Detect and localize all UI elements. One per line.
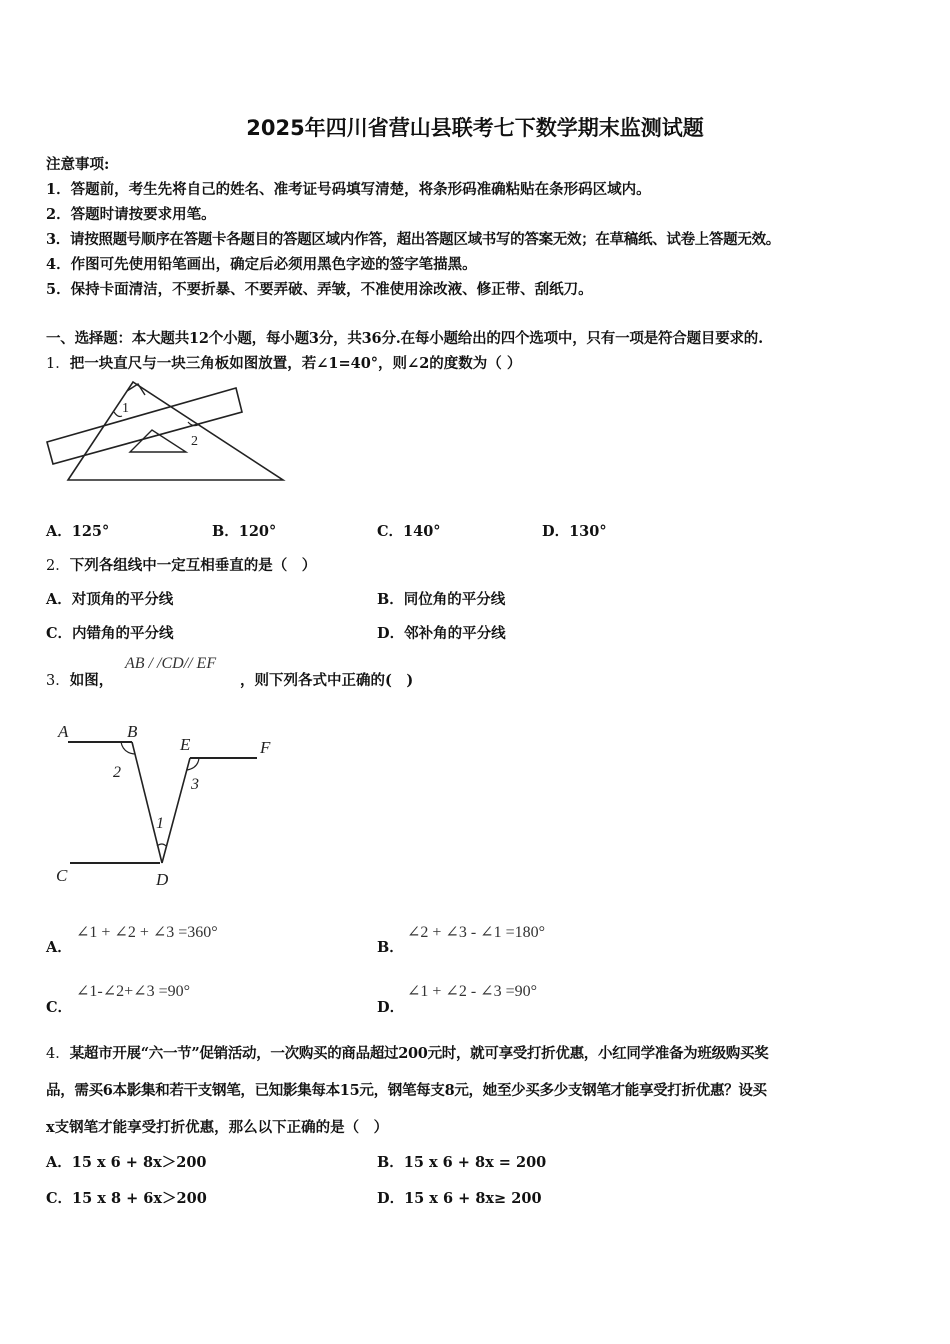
section-heading: 一、选择题：本大题共12个小题，每小题3分，共36分.在每小题给出的四个选项中，只有一项是符合题目要求的. xyxy=(46,330,763,347)
option-b[interactable]: B．120° xyxy=(212,523,277,540)
angle-1-arc xyxy=(114,412,122,417)
question-text: 把一块直尺与一块三角板如图放置，若∠1=40°，则∠2的度数为（ ） xyxy=(69,355,522,372)
option-c[interactable]: C．15 x 8 + 6x＞200 xyxy=(46,1190,207,1207)
angle-3-label: 3 xyxy=(191,776,199,793)
option-b-label[interactable]: B． xyxy=(377,939,404,956)
option-c[interactable]: C．140° xyxy=(377,523,441,540)
parallel-lines-figure xyxy=(50,715,290,895)
question-number: 1． xyxy=(46,356,70,372)
ruler-triangle-figure xyxy=(40,378,290,486)
label-c: C xyxy=(56,866,68,885)
option-b[interactable]: B．15 x 6 + 8x = 200 xyxy=(377,1154,547,1171)
angle-1-label: 1 xyxy=(156,815,164,832)
notice-item: 2．答题时请按要求用笔。 xyxy=(46,206,216,223)
option-d[interactable]: D．15 x 6 + 8x≥ 200 xyxy=(377,1190,542,1207)
question-number: 2． xyxy=(46,558,70,574)
option-c[interactable]: C．内错角的平分线 xyxy=(46,625,174,642)
option-c-formula: ∠1-∠2+∠3 =90° xyxy=(76,983,190,1000)
option-d[interactable]: D．130° xyxy=(542,523,607,540)
option-a[interactable]: A．125° xyxy=(46,523,110,540)
notice-item: 3．请按照题号顺序在答题卡各题目的答题区域内作答，超出答题区域书写的答案无效；在草稿纸、试卷上答题无效。 xyxy=(46,231,780,248)
label-e: E xyxy=(180,735,191,754)
page-title: 2025年四川省营山县联考七下数学期末监测试题 xyxy=(246,116,704,140)
option-a-formula: ∠1 + ∠2 + ∠3 =360° xyxy=(76,924,218,941)
segment-de xyxy=(162,758,190,863)
option-d-formula: ∠1 + ∠2 - ∠3 =90° xyxy=(407,983,537,1000)
label-b: B xyxy=(127,722,138,741)
question-text-post: ，则下列各式中正确的( ) xyxy=(240,672,414,689)
label-d: D xyxy=(156,870,169,889)
angle-2-label: 2 xyxy=(191,434,198,449)
question-text: 下列各组线中一定互相垂直的是（ ） xyxy=(69,557,317,574)
question-text-line: x支钢笔才能享受打折优惠，那么以下正确的是（ ） xyxy=(46,1119,389,1136)
angle-2-label: 2 xyxy=(113,764,121,781)
option-a-label[interactable]: A． xyxy=(46,939,72,956)
segment-bd xyxy=(132,742,162,863)
question-text-line: 某超市开展“六一节”促销活动，一次购买的商品超过200元时，就可享受打折优惠，小红同学准备为班级购买奖 xyxy=(69,1045,769,1062)
angle-1-arc xyxy=(157,844,166,846)
question-number: 3． xyxy=(46,673,70,689)
question-text-pre: 如图， xyxy=(69,672,114,689)
notice-item: 1．答题前，考生先将自己的姓名、准考证号码填写清楚，将条形码准确粘贴在条形码区域内。 xyxy=(46,181,651,198)
notice-item: 5．保持卡面清洁，不要折暴、不要弄破、弄皱，不准使用涂改液、修正带、刮纸刀。 xyxy=(46,281,593,298)
question-number: 4． xyxy=(46,1046,70,1062)
parallel-formula: AB / /CD// EF xyxy=(125,655,217,672)
option-b-formula: ∠2 + ∠3 - ∠1 =180° xyxy=(407,924,545,941)
notice-item: 4．作图可先使用铅笔画出，确定后必须用黑色字迹的签字笔描黑。 xyxy=(46,256,477,273)
option-a[interactable]: A．对顶角的平分线 xyxy=(46,591,174,608)
option-b[interactable]: B．同位角的平分线 xyxy=(377,591,506,608)
option-c-label[interactable]: C． xyxy=(46,999,73,1016)
label-a: A xyxy=(58,722,69,741)
option-a[interactable]: A．15 x 6 + 8x＞200 xyxy=(46,1154,207,1171)
notice-heading: 注意事项: xyxy=(46,156,110,173)
question-text-line: 品，需买6本影集和若干支钢笔，已知影集每本15元，钢笔每支8元，她至少买多少支钢笔才能享受打折优惠？设买 xyxy=(46,1082,767,1099)
angle-1-label: 1 xyxy=(122,401,129,416)
label-f: F xyxy=(260,738,271,757)
option-d-label[interactable]: D． xyxy=(377,999,405,1016)
option-d[interactable]: D．邻补角的平分线 xyxy=(377,625,506,642)
